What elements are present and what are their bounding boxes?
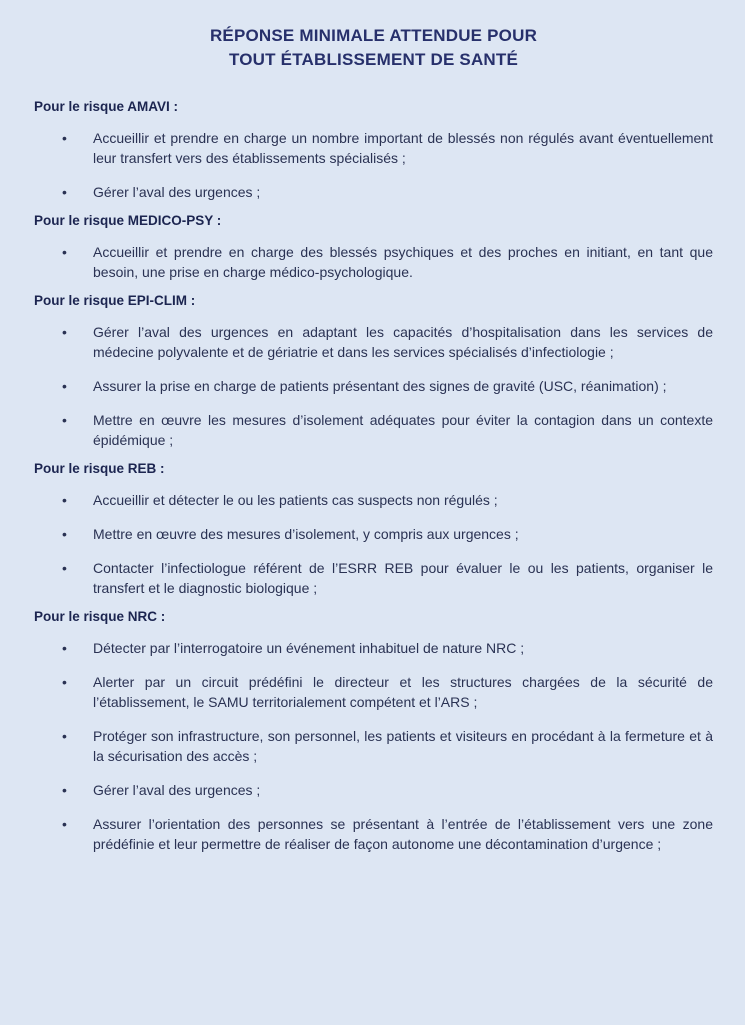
list-item [34, 672, 713, 712]
bullet-icon: • [62, 526, 67, 542]
list-item [34, 322, 713, 362]
list-item [34, 242, 713, 282]
section-heading: Pour le risque EPI-CLIM : [34, 293, 196, 308]
list-item [34, 410, 713, 450]
list-item-text: Mettre en œuvre les mesures d’isolement adéquates pour éviter la contagion dans un contexte épidémique ; [93, 412, 713, 448]
bullet-icon: • [62, 816, 67, 832]
bullet-icon: • [62, 674, 67, 690]
list-item-text: Détecter par l’interrogatoire un événement inhabituel de nature NRC ; [93, 640, 525, 656]
bullet-icon: • [62, 184, 67, 200]
list-item-text: Accueillir et prendre en charge des blessés psychiques et des proches en initiant, en tant que besoin, une prise en charge médico-psychologique. [93, 244, 713, 280]
bullet-icon: • [62, 324, 67, 340]
section-nrc [34, 608, 713, 854]
list-item-text: Alerter par un circuit prédéfini le directeur et les structures chargées de la sécurité de l’établissement, le SAMU territorialement compétent et l’ARS ; [93, 674, 713, 710]
bullet-list [34, 490, 713, 598]
bullet-icon: • [62, 492, 67, 508]
bullet-icon: • [62, 130, 67, 146]
list-item [34, 182, 713, 202]
list-item-text: Assurer l’orientation des personnes se présentant à l’entrée de l’établissement vers une zone prédéfinie et leur permettre de réaliser de façon autonome une décontamination d’urgence ; [93, 816, 713, 852]
title-line-2: TOUT ÉTABLISSEMENT DE SANTÉ [228, 50, 519, 69]
list-item-text: Mettre en œuvre des mesures d’isolement, y compris aux urgences ; [93, 526, 519, 542]
section-heading: Pour le risque NRC : [34, 609, 166, 624]
list-item [34, 638, 713, 658]
list-item [34, 558, 713, 598]
list-item [34, 490, 713, 510]
list-item-text: Assurer la prise en charge de patients présentant des signes de gravité (USC, réanimation) ; [93, 378, 667, 394]
list-item-text: Gérer l’aval des urgences ; [93, 782, 261, 798]
section-epi-clim [34, 292, 713, 450]
bullet-icon: • [62, 412, 67, 428]
list-item-text: Accueillir et détecter le ou les patients cas suspects non régulés ; [93, 492, 498, 508]
bullet-list [34, 322, 713, 450]
list-item [34, 524, 713, 544]
bullet-list [34, 242, 713, 282]
list-item [34, 128, 713, 168]
title-line-1: RÉPONSE MINIMALE ATTENDUE POUR [209, 26, 538, 45]
list-item [34, 780, 713, 800]
list-item-text: Accueillir et prendre en charge un nombre important de blessés non régulés avant éventuellement leur transfert vers des établissements spécialisés ; [93, 130, 713, 166]
section-heading: Pour le risque MEDICO-PSY : [34, 213, 222, 228]
bullet-icon: • [62, 244, 67, 260]
list-item-text: Gérer l’aval des urgences ; [93, 184, 261, 200]
section-heading: Pour le risque AMAVI : [34, 99, 179, 114]
bullet-list [34, 128, 713, 202]
page-title [34, 24, 713, 72]
bullet-icon: • [62, 560, 67, 576]
section-amavi [34, 98, 713, 202]
bullet-icon: • [62, 782, 67, 798]
section-medico-psy [34, 212, 713, 282]
list-item-text: Gérer l’aval des urgences en adaptant les capacités d’hospitalisation dans les services de médecine polyvalente et de gériatrie et dans les services spécialisés d’infectiologie ; [93, 324, 713, 360]
bullet-icon: • [62, 728, 67, 744]
bullet-icon: • [62, 378, 67, 394]
section-reb [34, 460, 713, 598]
bullet-icon: • [62, 640, 67, 656]
bullet-list [34, 638, 713, 854]
list-item [34, 814, 713, 854]
section-heading: Pour le risque REB : [34, 461, 165, 476]
list-item-text: Contacter l’infectiologue référent de l’ESRR REB pour évaluer le ou les patients, organiser le transfert et le diagnostic biologique ; [93, 560, 713, 596]
list-item-text: Protéger son infrastructure, son personnel, les patients et visiteurs en procédant à la fermeture et à la sécurisation des accès ; [93, 728, 713, 764]
list-item [34, 376, 713, 396]
list-item [34, 726, 713, 766]
